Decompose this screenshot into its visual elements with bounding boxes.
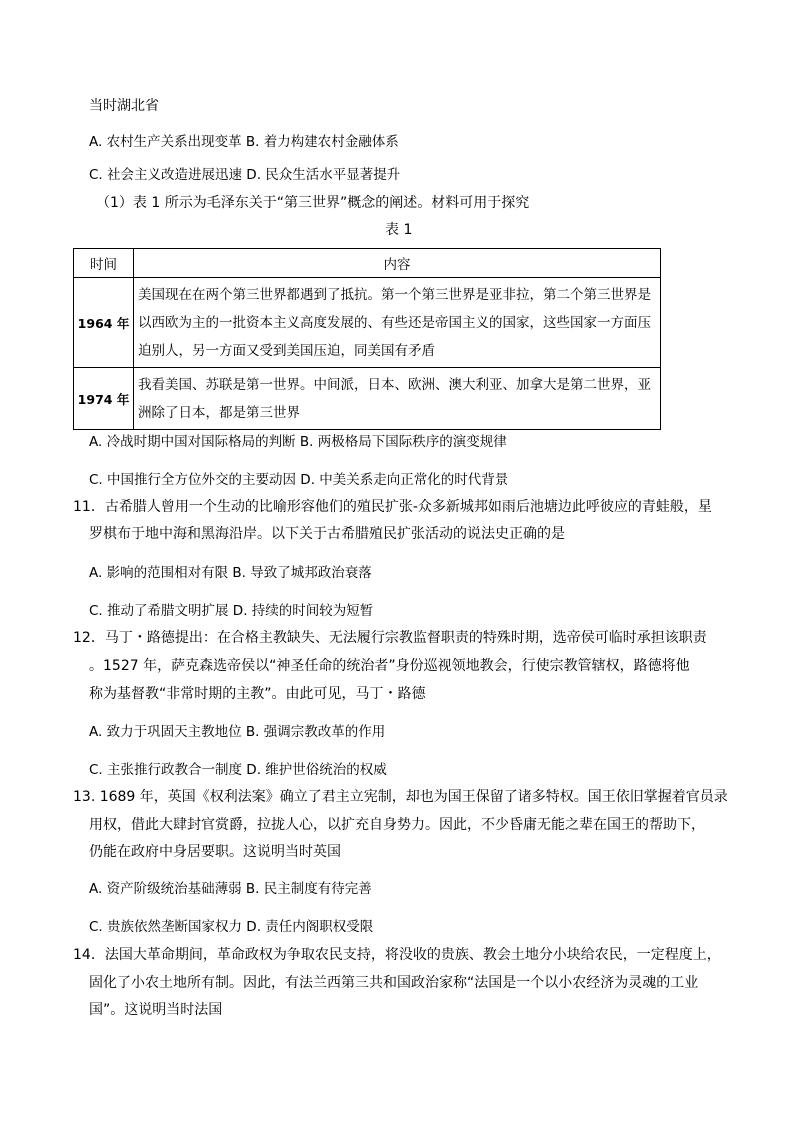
table-row [74,368,661,430]
question-14-line-2: 固化了小农土地所有制。因此，有法兰西第三共和国政治家称“法国是一个以小农经济为灵魂的工业 [89,975,699,991]
question-11-line-2: 罗棋布于地中海和黑海沿岸。以下关于古希腊殖民扩张活动的说法史正确的是 [89,526,565,542]
option-line-ab: A. 冷战时期中国对国际格局的判断 B. 两极格局下国际秩序的演变规律 [89,434,507,450]
table-row [74,278,661,368]
table-cell-year: 1974 年 [74,368,134,430]
question-stem: （1）表 1 所示为毛泽东关于“第三世界”概念的阐述。材料可用于探究 [96,195,530,211]
table-header-time: 时间 [74,249,134,278]
option-line-cd: C. 贵族依然垄断国家权力 D. 责任内阁职权受限 [89,919,374,935]
option-line-cd: C. 中国推行全方位外交的主要动因 D. 中美关系走向正常化的时代背景 [89,472,509,488]
table-header-content: 内容 [134,249,661,278]
option-line-cd: C. 推动了希腊文明扩展 D. 持续的时间较为短暂 [89,603,374,619]
option-line-ab: A. 影响的范围相对有限 B. 导致了城邦政治衰落 [89,565,372,581]
table-cell-content: 美国现在在两个第三世界都遇到了抵抗。第一个第三世界是亚非拉，第二个第三世界是以西欧为主的一批资本主义高度发展的、有些还是帝国主义的国家，这些国家一方面压迫别人，另一方面又受到美国压迫，同美国有矛盾 [134,278,661,368]
option-line-ab: A. 致力于巩固天主教地位 B. 强调宗教改革的作用 [89,724,386,740]
table-caption: 表 1 [385,222,413,238]
question-11-line-1: 11．古希腊人曾用一个生动的比喻形容他们的殖民扩张-众多新城邦如雨后池塘边此呼彼应的青蛙般，星 [73,499,712,515]
data-table [73,248,661,430]
table-header-row [74,249,661,278]
option-line-cd: C. 主张推行政教合一制度 D. 维护世俗统治的权威 [89,762,387,778]
question-14-line-1: 14．法国大革命期间，革命政权为争取农民支持，将没收的贵族、教会土地分小块给农民，一定程度上， [73,947,721,963]
question-13-line-1: 13. 1689 年，英国《权利法案》确立了君主立宪制，却也为国王保留了诸多特权。国王依旧掌握着官员录 [73,789,728,805]
question-13-line-2: 用权，借此大肆封官赏爵，拉拢人心，以扩充自身势力。因此，不少昏庸无能之辈在国王的帮助下， [89,817,705,833]
question-12-line-2: 。1527 年，萨克森选帝侯以“神圣任命的统治者”身份巡视领地教会，行使宗教管辖权，路德将他 [89,658,690,674]
table-cell-year: 1964 年 [74,278,134,368]
question-14-line-3: 国”。这说明当时法国 [89,1002,223,1018]
question-stem-tail: 当时湖北省 [89,98,159,114]
option-line-cd: C. 社会主义改造进展迅速 D. 民众生活水平显著提升 [89,167,401,183]
option-line-ab: A. 资产阶级统治基础薄弱 B. 民主制度有待完善 [89,881,372,897]
option-line-ab: A. 农村生产关系出现变革 B. 着力构建农村金融体系 [89,134,399,150]
question-12-line-1: 12．马丁・路德提出：在合格主教缺失、无法履行宗教监督职责的特殊时期，选帝侯可临时承担该职责 [73,630,707,646]
question-12-line-3: 称为基督教“非常时期的主教”。由此可见，马丁・路德 [89,686,426,702]
question-13-line-3: 仍能在政府中身居要职。这说明当时英国 [89,844,341,860]
table-cell-content: 我看美国、苏联是第一世界。中间派，日本、欧洲、澳大利亚、加拿大是第二世界，亚洲除了日本，都是第三世界 [134,368,661,430]
